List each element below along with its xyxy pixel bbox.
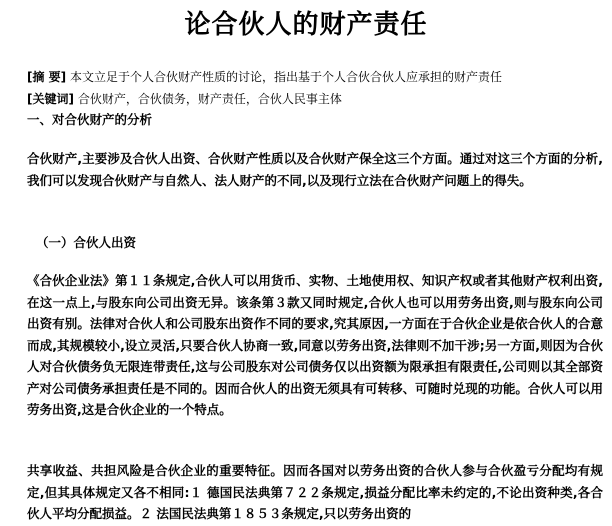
abstract-tag: [摘 要] bbox=[27, 70, 67, 84]
keywords-line bbox=[27, 90, 342, 107]
keywords-tag: [关键词] bbox=[27, 92, 74, 106]
abstract-line bbox=[27, 68, 502, 85]
abstract-text: 本文立足于个人合伙财产性质的讨论，指出基于个人合伙合伙人应承担的财产责任 bbox=[69, 70, 502, 84]
section-heading: 一、对合伙财产的分析 bbox=[27, 112, 153, 127]
paragraph-2: 《合伙企业法》第１１条规定,合伙人可以用货币、实物、土地使用权、知识产权或者其他财产权利出资,在这一点上,与股东向公司出资无异。该条第３款又同时规定,合伙人也可以用劳务出资,则与股东向公司出资有别。法律对合伙人和公司股东出资作不同的要求,究其原因,一方面在于合伙企业是依合伙人的合意而成,其规模较小,设立灵活,只要合伙人协商一致,同意以劳务出资,法律则不加干涉;另一方面,则因为合伙人对合伙债务负无限连带责任,这与公司股东对公司债务仅以出资额为限承担有限责任,公司则以其全部资产对公司债务承担责任是不同的。因而合伙人的出资无须具有可转移、可随时兑现的功能。合伙人可以用劳务出资,这是合伙企业的一个特点。 bbox=[27, 273, 603, 417]
paragraph-3: 共享收益、共担风险是合伙企业的重要特征。因而各国对以劳务出资的合伙人参与合伙盈亏分配均有规定,但其具体规定又各不相同:１ 德国民法典第７２２条规定,损益分配比率未约定的,不论出资种类,各合伙人平均分配损益。２ 法国民法典第１８５３条规定,只以劳务出资的 bbox=[27, 463, 603, 521]
paragraph-1: 合伙财产,主要涉及合伙人出资、合伙财产性质以及合伙财产保全这三个方面。通过对这三个方面的分析,我们可以发现合伙财产与自然人、法人财产的不同,以及现行立法在合伙财产问题上的得失。 bbox=[27, 151, 603, 188]
subsection-heading: （一）合伙人出资 bbox=[36, 235, 137, 250]
keywords-text: 合伙财产，合伙债务，财产责任，合伙人民事主体 bbox=[77, 92, 342, 106]
document-title: 论合伙人的财产责任 bbox=[184, 10, 428, 40]
